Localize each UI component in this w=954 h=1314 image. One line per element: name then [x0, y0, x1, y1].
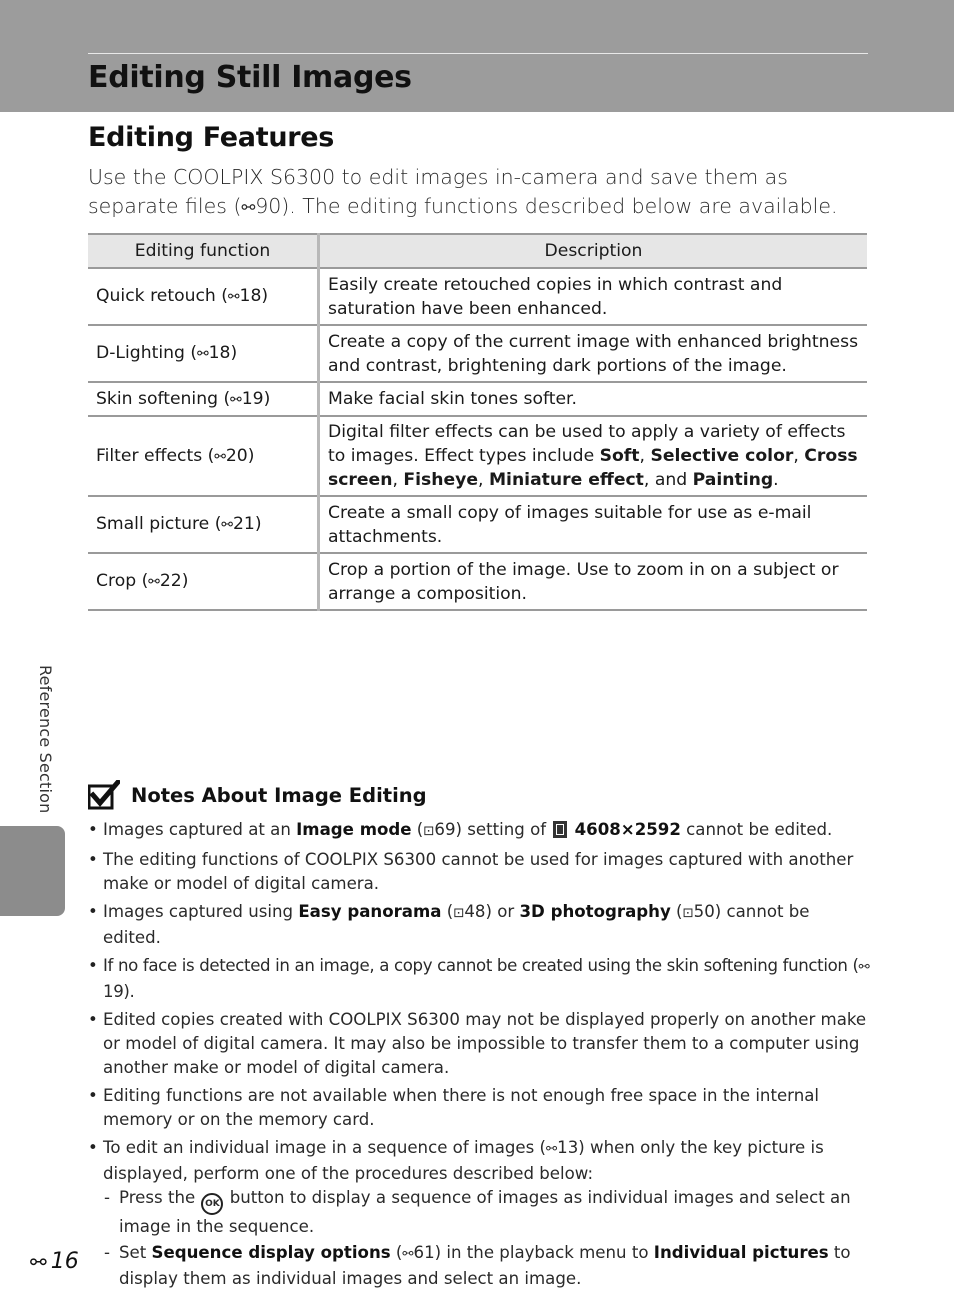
- reference-icon: ⚯: [148, 574, 160, 590]
- notes-list: [88, 818, 870, 1295]
- list-item: • The editing functions of COOLPIX S6300 cannot be used for images captured with another make or model of digital camera.: [88, 848, 870, 896]
- reference-icon: ⚯: [30, 1249, 47, 1274]
- intro-ref-page: 90: [255, 194, 282, 218]
- reference-icon: ⚯: [228, 289, 240, 305]
- reference-icon: ⚯: [230, 391, 242, 408]
- function-cell: Small picture (⚯21): [88, 496, 319, 553]
- book-icon: ⊡: [682, 906, 694, 921]
- table-row: [88, 325, 867, 382]
- menu-term: 3D photography: [519, 902, 671, 921]
- function-name: Filter effects: [96, 445, 203, 466]
- note-text: Set: [119, 1243, 152, 1262]
- menu-term: Easy panorama: [298, 902, 442, 921]
- notes-title: Notes About Image Editing: [131, 783, 427, 807]
- effect-fisheye: Fisheye: [403, 470, 479, 490]
- image-mode-icon: [553, 821, 567, 838]
- intro-text-end: ). The editing functions described below are available.: [281, 194, 838, 218]
- function-cell: Skin softening (⚯19): [88, 382, 319, 416]
- menu-term: Sequence display options: [151, 1243, 391, 1262]
- list-item: • Editing functions are not available when there is not enough free space in the internal memory or on the memory card.: [88, 1084, 870, 1132]
- function-ref: 22: [159, 571, 182, 591]
- table-row: [88, 416, 867, 496]
- note-text: 19).: [103, 982, 135, 1001]
- note-text: Images captured at an: [103, 820, 297, 839]
- reference-icon: ⚯: [197, 346, 209, 362]
- notes-heading: [88, 778, 427, 812]
- reference-icon: ⚯: [858, 960, 870, 975]
- effect-miniature: Miniature effect: [488, 470, 644, 490]
- ok-button-icon: OK: [201, 1193, 223, 1215]
- note-text: (: [411, 820, 424, 839]
- effect-soft: Soft: [599, 446, 640, 466]
- note-text: Images captured using: [103, 902, 299, 921]
- list-item: [103, 1241, 870, 1291]
- effect-selective-color: Selective color: [650, 446, 794, 466]
- note-text: 13) when only the key picture is displayed, perform one of the procedures described below:: [103, 1138, 824, 1183]
- function-cell: Filter effects (⚯20): [88, 416, 319, 496]
- intro-paragraph: [88, 163, 868, 222]
- separator: ,: [639, 446, 651, 466]
- section-title: Editing Features: [88, 122, 335, 153]
- description-cell: [319, 416, 868, 496]
- list-item: [88, 818, 870, 844]
- side-section-tab: [0, 826, 65, 916]
- reference-icon: ⚯: [546, 1142, 558, 1157]
- intro-text-start: Use the COOLPIX S6300 to edit images in-camera and save them as separate files (: [88, 165, 788, 218]
- table-header-row: [88, 234, 867, 268]
- description-text: Digital filter effects can be used to apply a variety of effects to images. Effect types include: [328, 422, 846, 466]
- function-name: Crop: [96, 571, 137, 591]
- header-band: [0, 0, 954, 112]
- separator: ,: [478, 470, 489, 490]
- note-text: 50) cannot be edited.: [103, 902, 810, 947]
- side-section-label: Reference Section: [36, 665, 55, 814]
- list-item: [88, 1136, 870, 1291]
- function-ref: 18: [208, 343, 231, 363]
- menu-term: Image mode: [296, 820, 412, 839]
- page-number: [30, 1249, 79, 1274]
- description-cell: Create a copy of the current image with enhanced brightness and contrast, brightening dark portions of the image.: [319, 325, 868, 382]
- book-icon: ⊡: [453, 906, 465, 921]
- table-row: [88, 382, 867, 416]
- function-ref: 20: [225, 445, 248, 466]
- note-text: 48) or: [464, 902, 520, 921]
- table-row: [88, 553, 867, 610]
- function-cell: Quick retouch (⚯18): [88, 268, 319, 325]
- separator: , and: [643, 470, 693, 490]
- procedure-list: [103, 1186, 870, 1291]
- menu-term: 4608×2592: [574, 820, 681, 839]
- function-cell: D-Lighting (⚯18): [88, 325, 319, 382]
- reference-icon: ⚯: [402, 1247, 414, 1262]
- book-icon: ⊡: [423, 824, 435, 839]
- note-text: If no face is detected in an image, a copy cannot be created using the skin softening function (: [103, 956, 859, 975]
- note-text: Press the: [119, 1188, 201, 1207]
- effect-painting: Painting: [692, 470, 774, 490]
- note-text: (: [670, 902, 683, 921]
- page-number-value: 16: [50, 1249, 79, 1274]
- list-item: [88, 900, 870, 950]
- note-text: (: [390, 1243, 403, 1262]
- editing-features-table: [88, 233, 867, 611]
- note-text: 69) setting of: [434, 820, 552, 839]
- description-cell: Make facial skin tones softer.: [319, 382, 868, 416]
- check-icon: [88, 780, 120, 810]
- table-row: [88, 496, 867, 553]
- table-row: [88, 268, 867, 325]
- description-cell: Easily create retouched copies in which contrast and saturation have been enhanced.: [319, 268, 868, 325]
- function-cell: Crop (⚯22): [88, 553, 319, 610]
- list-item: [88, 954, 870, 1004]
- note-text: 61) in the playback menu to: [413, 1243, 654, 1262]
- separator: ,: [392, 470, 404, 490]
- function-name: Quick retouch: [96, 286, 216, 306]
- function-ref: 21: [232, 514, 255, 534]
- header-description: Description: [319, 234, 868, 268]
- note-text: To edit an individual image in a sequence of images (: [103, 1138, 547, 1157]
- effect-cross-screen: Cross screen: [328, 446, 858, 490]
- header-editing-function: Editing function: [88, 234, 319, 268]
- page-title: Editing Still Images: [88, 60, 412, 95]
- function-ref: 18: [239, 286, 262, 306]
- reference-icon: ⚯: [214, 448, 226, 465]
- function-name: Skin softening: [96, 388, 218, 409]
- note-text: (: [441, 902, 454, 921]
- description-cell: Crop a portion of the image. Use to zoom in on a subject or arrange a composition.: [319, 553, 868, 610]
- description-cell: Create a small copy of images suitable for use as e-mail attachments.: [319, 496, 868, 553]
- note-text: to display them as individual images and select an image.: [119, 1243, 851, 1288]
- note-text: button to display a sequence of images as individual images and select an image in the sequence.: [119, 1188, 851, 1236]
- note-text: cannot be edited.: [680, 820, 833, 839]
- reference-icon: ⚯: [221, 517, 233, 533]
- reference-icon: ⚯: [241, 198, 256, 217]
- list-item: • Edited copies created with COOLPIX S6300 may not be displayed properly on another make or model of digital camera. It may also be impossible to transfer them to a computer using another make or model of digital camera.: [88, 1008, 870, 1080]
- separator: .: [773, 470, 779, 490]
- header-rule: [88, 53, 868, 54]
- separator: ,: [793, 446, 805, 466]
- menu-term: Individual pictures: [653, 1243, 829, 1262]
- function-name: Small picture: [96, 514, 210, 534]
- function-name: D-Lighting: [96, 343, 185, 363]
- function-ref: 19: [241, 388, 264, 409]
- list-item: [103, 1186, 870, 1239]
